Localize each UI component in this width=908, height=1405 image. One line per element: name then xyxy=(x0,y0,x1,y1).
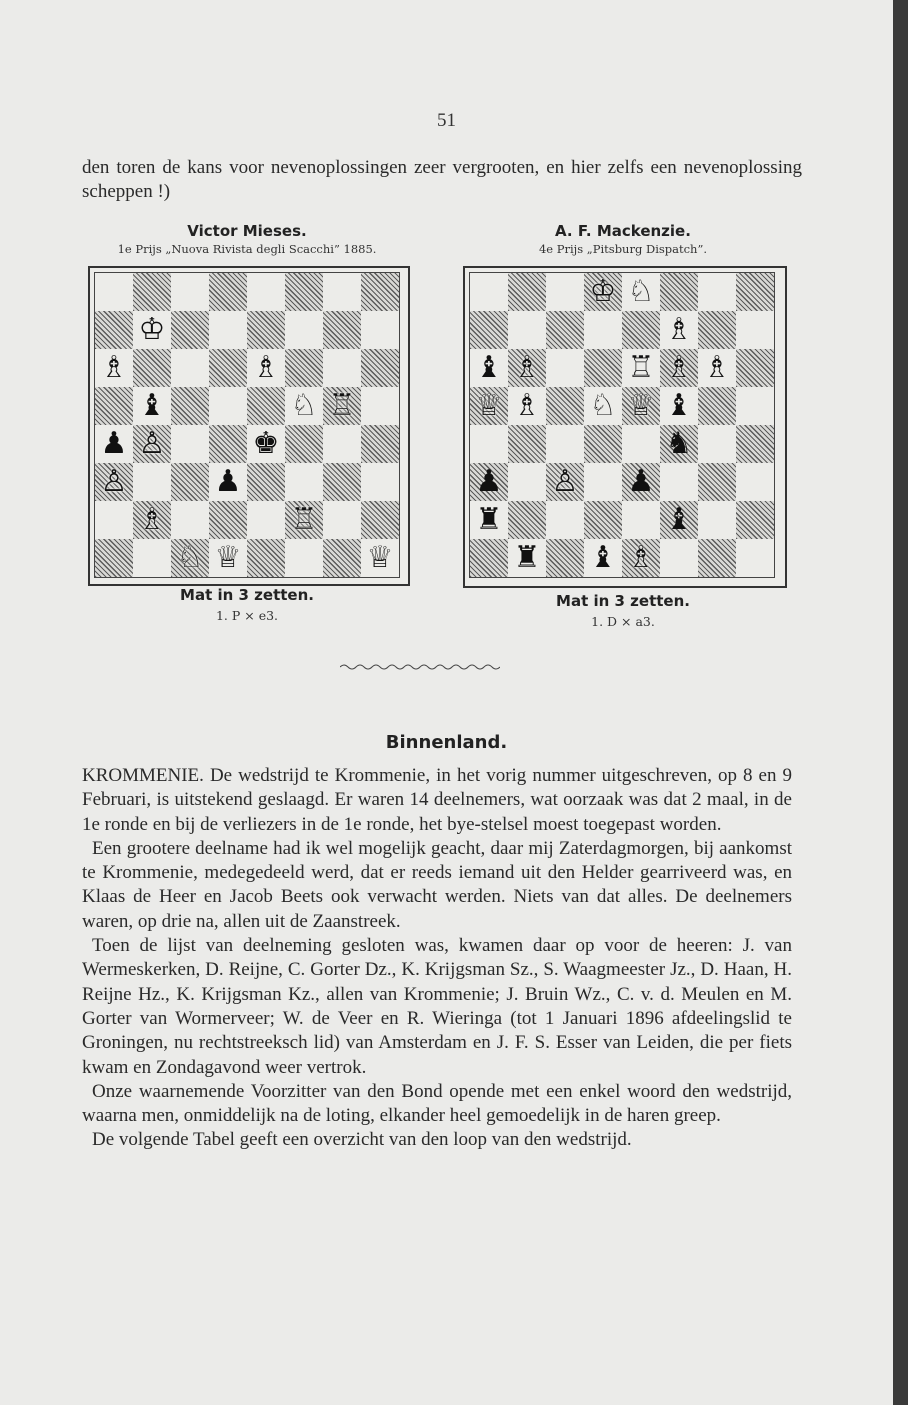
light-square xyxy=(95,501,133,539)
chess-piece-e4: ♚ xyxy=(252,426,280,461)
chess-piece-a3: ♙ xyxy=(100,464,128,499)
dark-square xyxy=(622,311,660,349)
chess-problem-2 xyxy=(458,222,788,256)
light-square xyxy=(95,273,133,311)
intro-text: den toren de kans voor nevenoplossingen zeer vergrooten, en hier zelfs een nevenoplossing scheppen !) xyxy=(82,157,802,202)
chessboard-frame-2 xyxy=(463,266,787,588)
light-square xyxy=(736,387,774,425)
dark-square xyxy=(698,539,736,577)
light-square xyxy=(660,463,698,501)
dark-square xyxy=(546,311,584,349)
dark-square xyxy=(546,539,584,577)
dark-square xyxy=(285,273,323,311)
dark-square xyxy=(95,539,133,577)
dark-square xyxy=(508,425,546,463)
light-square xyxy=(323,349,361,387)
dark-square xyxy=(361,425,399,463)
light-square xyxy=(323,273,361,311)
dark-square xyxy=(736,425,774,463)
problem-solution: 1. P × e3. xyxy=(215,608,279,623)
chess-piece-f5: ♘ xyxy=(290,388,318,423)
chess-piece-g5: ♖ xyxy=(328,388,356,423)
dark-square xyxy=(323,539,361,577)
chess-piece-c1: ♘ xyxy=(176,540,204,575)
chess-piece-f7: ♗ xyxy=(665,312,693,347)
dark-square xyxy=(209,273,247,311)
light-square xyxy=(736,463,774,501)
dark-square xyxy=(285,349,323,387)
light-square xyxy=(171,349,209,387)
chess-piece-a2: ♜ xyxy=(475,502,503,537)
chess-piece-a6: ♝ xyxy=(475,350,503,385)
dark-square xyxy=(508,501,546,539)
page-number: 51 xyxy=(437,110,456,131)
light-square xyxy=(622,501,660,539)
chess-piece-f4: ♞ xyxy=(665,426,693,461)
chess-piece-g6: ♗ xyxy=(703,350,731,385)
light-square xyxy=(285,539,323,577)
chess-piece-c3: ♙ xyxy=(551,464,579,499)
light-square xyxy=(546,425,584,463)
dark-square xyxy=(209,501,247,539)
paragraph: De volgende Tabel geeft een overzicht van den loop van den wedstrijd. xyxy=(92,1129,632,1151)
chess-piece-f6: ♗ xyxy=(665,350,693,385)
light-square xyxy=(133,539,171,577)
light-square xyxy=(470,273,508,311)
dark-square xyxy=(584,349,622,387)
light-square xyxy=(361,311,399,349)
light-square xyxy=(698,273,736,311)
dark-square xyxy=(247,463,285,501)
dark-square xyxy=(95,311,133,349)
problem-caption-2 xyxy=(458,592,788,629)
problem-caption-1 xyxy=(82,586,412,623)
dark-square xyxy=(698,311,736,349)
chess-piece-d1: ♝ xyxy=(589,540,617,575)
problem-task: Mat in 3 zetten. xyxy=(556,592,690,610)
chess-piece-d1: ♕ xyxy=(214,540,242,575)
dark-square xyxy=(133,349,171,387)
dark-square xyxy=(736,273,774,311)
light-square xyxy=(285,463,323,501)
chess-piece-b2: ♗ xyxy=(138,502,166,537)
dark-square xyxy=(209,425,247,463)
section-title: Binnenland. xyxy=(385,732,508,753)
chess-piece-f2: ♖ xyxy=(290,502,318,537)
light-square xyxy=(508,311,546,349)
problem-prize: 4e Prijs „Pitsburg Dispatch”. xyxy=(538,242,707,256)
chess-piece-b1: ♜ xyxy=(513,540,541,575)
light-square xyxy=(622,425,660,463)
light-square xyxy=(584,311,622,349)
dark-square xyxy=(247,387,285,425)
light-square xyxy=(209,311,247,349)
light-square xyxy=(470,425,508,463)
light-square xyxy=(247,501,285,539)
light-square xyxy=(209,387,247,425)
problem-solution: 1. D × a3. xyxy=(591,614,655,629)
chess-piece-d8: ♔ xyxy=(589,274,617,309)
dark-square xyxy=(95,387,133,425)
dark-square xyxy=(285,425,323,463)
light-square xyxy=(546,273,584,311)
chess-piece-d5: ♘ xyxy=(589,388,617,423)
light-square xyxy=(698,425,736,463)
dark-square xyxy=(736,501,774,539)
chess-piece-e6: ♖ xyxy=(627,350,655,385)
light-square xyxy=(171,273,209,311)
chess-piece-f5: ♝ xyxy=(665,388,693,423)
dark-square xyxy=(171,463,209,501)
chessboard-frame-1 xyxy=(88,266,410,586)
chess-piece-b6: ♗ xyxy=(513,350,541,385)
dark-square xyxy=(247,311,285,349)
light-square xyxy=(660,539,698,577)
dark-square xyxy=(698,387,736,425)
chess-piece-b7: ♔ xyxy=(138,312,166,347)
light-square xyxy=(584,463,622,501)
dark-square xyxy=(660,273,698,311)
chessboard-1 xyxy=(94,272,400,578)
dark-square xyxy=(361,349,399,387)
paragraph: Toen de lijst van deelneming gesloten was, kwamen daar op voor de heeren: J. van Wermeskerken, D. Reijne, C. Gorter Dz., K. Krijgsman Sz., S. Waagmeester Jz., D. Haan, H. Reijne Hz., K. Krijgsman Kz., allen van Krommenie; J. Bruin Wz., C. v. d. Meulen en M. Gorter van Wormerveer; W. de Veer en R. Wieringa (tot 1 Januari 1896 afdeelingslid te Groningen, nu rechtstreeksch lid) van Amsterdam en J. F. S. Esser van Leiden, die per fiets kwam en Zondagavond weer vertrok. xyxy=(82,935,792,1078)
light-square xyxy=(171,425,209,463)
light-square xyxy=(361,387,399,425)
dark-square xyxy=(546,387,584,425)
light-square xyxy=(546,501,584,539)
dark-square xyxy=(361,273,399,311)
light-square xyxy=(361,463,399,501)
paragraph: KROMMENIE. De wedstrijd te Krommenie, in het vorig nummer uitgeschreven, op 8 en 9 Februari, is uitstekend geslaagd. Er waren 14 deelnemers, wat oorzaak was dat 2 maal, in de 1e ronde en bij de verliezers in de 1e ronde, het bye-stelsel moest toegepast worden. xyxy=(82,765,792,835)
dark-square xyxy=(133,273,171,311)
light-square xyxy=(698,501,736,539)
chess-piece-d3: ♟ xyxy=(214,464,242,499)
dark-square xyxy=(584,501,622,539)
dark-square xyxy=(584,425,622,463)
chess-piece-h1: ♕ xyxy=(366,540,394,575)
chess-piece-a3: ♟ xyxy=(475,464,503,499)
chessboard-2 xyxy=(469,272,775,578)
light-square xyxy=(133,463,171,501)
dark-square xyxy=(698,463,736,501)
light-square xyxy=(247,273,285,311)
paragraph: Onze waarnemende Voorzitter van den Bond opende met een enkel woord den wedstrijd, waarna men, onmiddelijk na de loting, elkander heel gemoedelijk in de haren greep. xyxy=(82,1080,792,1127)
light-square xyxy=(736,311,774,349)
chess-piece-e1: ♗ xyxy=(627,540,655,575)
chess-piece-b4: ♙ xyxy=(138,426,166,461)
chess-piece-a6: ♗ xyxy=(100,350,128,385)
problem-prize: 1e Prijs „Nuova Rivista degli Scacchi” 1885. xyxy=(117,242,377,256)
chess-piece-e5: ♕ xyxy=(627,388,655,423)
chess-piece-e3: ♟ xyxy=(627,464,655,499)
dark-square xyxy=(508,273,546,311)
dark-square xyxy=(361,501,399,539)
dark-square xyxy=(470,311,508,349)
dark-square xyxy=(171,311,209,349)
chess-piece-b5: ♗ xyxy=(513,388,541,423)
light-square xyxy=(736,539,774,577)
chess-piece-a5: ♕ xyxy=(475,388,503,423)
paragraph: Een grootere deelname had ik wel mogelijk geacht, daar mij Zaterdagmorgen, bij aankomst te Krommenie, medegedeeld werd, dat er reeds iemand uit den Helder gearriveerd was, en Klaas de Heer en Jacob Beets ook verwacht werden. Niets van dat alles. De deelnemers waren, op drie na, allen uit de Zaanstreek. xyxy=(82,837,792,932)
light-square xyxy=(546,349,584,387)
dark-square xyxy=(470,539,508,577)
problem-author: Victor Mieses. xyxy=(187,222,307,240)
chess-piece-e8: ♘ xyxy=(627,274,655,309)
dark-square xyxy=(323,463,361,501)
light-square xyxy=(323,501,361,539)
dark-square xyxy=(323,311,361,349)
wavy-divider xyxy=(340,662,500,672)
light-square xyxy=(171,501,209,539)
chess-piece-e6: ♗ xyxy=(252,350,280,385)
chess-piece-a4: ♟ xyxy=(100,426,128,461)
chess-piece-b5: ♝ xyxy=(138,388,166,423)
chess-piece-f2: ♝ xyxy=(665,502,693,537)
dark-square xyxy=(209,349,247,387)
light-square xyxy=(285,311,323,349)
light-square xyxy=(323,425,361,463)
article-body xyxy=(82,764,792,1153)
chess-problem-1 xyxy=(82,222,412,256)
problem-task: Mat in 3 zetten. xyxy=(180,586,314,604)
dark-square xyxy=(736,349,774,387)
light-square xyxy=(508,463,546,501)
dark-square xyxy=(171,387,209,425)
dark-square xyxy=(247,539,285,577)
problem-author: A. F. Mackenzie. xyxy=(555,222,691,240)
